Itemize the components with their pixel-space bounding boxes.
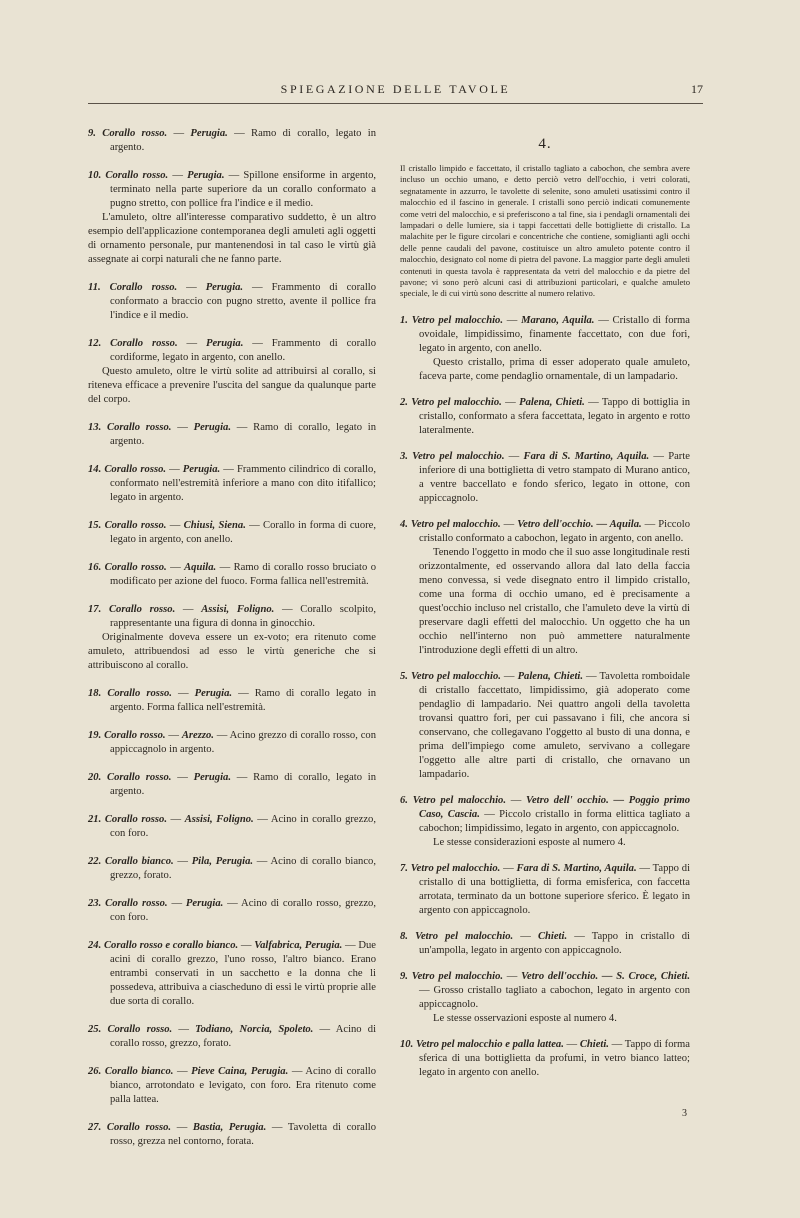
- entry-number: 5.: [400, 670, 408, 682]
- entry-title: Corallo rosso.: [109, 282, 178, 293]
- entry-number: 20.: [88, 772, 102, 783]
- entry-text: 1. Vetro pel malocchio. — Marano, Aquila. — Cristallo di forma ovoidale, limpidissimo, finamente faccettato, con due fori, legato in argento, con anello.: [400, 314, 690, 354]
- entry-number: 2.: [400, 396, 408, 408]
- catalog-entry: [88, 337, 376, 407]
- entry-description: — Acino di corallo bianco, arrotondato e levigato, con foro. Era ritenuto come palla lattea.: [110, 1066, 377, 1105]
- entry-description: — Piccolo cristallo in forma elittica tagliato a cabochon; limpidissimo, legato in argento, con appiccagnolo.: [419, 808, 690, 834]
- entry-number: 1.: [400, 314, 408, 326]
- entry-title: Vetro pel malocchio.: [411, 396, 502, 408]
- entry-title: Corallo rosso.: [107, 688, 172, 699]
- entry-number: 15.: [88, 520, 102, 531]
- entry-place: Valfabrica, Perugia.: [254, 940, 343, 951]
- entry-text: 22. Corallo bianco. — Pila, Perugia. — Acino di corallo bianco, grezzo, forato.: [88, 856, 377, 881]
- page-number: 17: [691, 82, 703, 96]
- entry-text: 18. Corallo rosso. — Perugia. — Ramo di corallo legato in argento. Forma fallica nell'estremità.: [88, 688, 377, 713]
- entry-description: — Frammento di corallo cordiforme, legato in argento, con anello.: [110, 338, 376, 363]
- entry-text: 10. Vetro pel malocchio e palla lattea. — Chieti. — Tappo di forma sferica di una bottiglietta da profumi, in vetro bianco latteo; legato in argento con anello.: [400, 1038, 690, 1078]
- entry-description: — Tappo di cristallo di una bottiglietta, di forma emisferica, con faccetta arrotata, terminato da un bottone superiore sferico. È legato in argento con appiccagnolo.: [419, 862, 691, 916]
- entry-description: — Acino di corallo rosso, grezzo, forato.: [110, 1024, 377, 1049]
- catalog-entry: [88, 729, 376, 757]
- entry-number: 23.: [88, 898, 102, 909]
- entry-note: Questo amuleto, oltre le virtù solite ad attribuirsi al corallo, si riteneva efficace a prevenire l'uscita del sangue da qualunque parte del corpo.: [88, 366, 376, 405]
- entry-place: Marano, Aquila.: [521, 314, 595, 326]
- catalog-entry: [88, 463, 376, 505]
- entry-title: Corallo rosso.: [110, 338, 178, 349]
- entry-title: Vetro pel malocchio.: [412, 794, 506, 806]
- entry-place: Perugia.: [182, 464, 221, 475]
- entry-text: 26. Corallo bianco. — Pieve Caina, Perugia. — Acino di corallo bianco, arrotondato e levigato, con foro. Era ritenuto come palla lattea.: [88, 1066, 377, 1105]
- entry-text: 10. Corallo rosso. — Perugia. — Spillone ensiforme in argento, terminato nella parte superiore da un corallo conformato a pugno stretto, con pollice fra l'indice e il medio.: [88, 170, 377, 209]
- entry-description: — Ramo di corallo, legato in argento.: [110, 772, 377, 797]
- entry-description: — Ramo di corallo rosso bruciato o modificato per azione del fuoco. Forma fallica nell'estremità.: [110, 562, 377, 587]
- entry-title: Corallo rosso e corallo bianco.: [103, 940, 239, 951]
- entry-title: Corallo rosso.: [104, 520, 167, 531]
- entry-text: 4. Vetro pel malocchio. — Vetro dell'occhio. — Aquila. — Piccolo cristallo conformato a cabochon, legato in argento, con anello.: [400, 518, 691, 544]
- entry-place: Vetro dell'occhio. — Aquila.: [517, 518, 642, 530]
- entry-text: 9. Vetro pel malocchio. — Vetro dell'occhio. — S. Croce, Chieti. — Grosso cristallo tagliato a cabochon, legato in argento con appiccagnolo.: [400, 970, 690, 1010]
- entry-text: 5. Vetro pel malocchio. — Palena, Chieti. — Tavoletta romboidale di cristallo faccettato, limpidissimo, già adoperato come pendaglio di lampadario. Nei quattro angoli della tavoletta trovansi quattro fori, per cui passavano i fili, che ancora si conservano, che collegavano l'oggetto al busto di una donna, e prima dell'impiego come amuleto, servivano a collegare l'oggetto alle altre parti di cristallo, che ornavano un lampadario.: [400, 670, 690, 780]
- entry-number: 21.: [88, 814, 102, 825]
- catalog-entry: [88, 1121, 376, 1149]
- entry-text: 12. Corallo rosso. — Perugia. — Frammento di corallo cordiforme, legato in argento, con anello.: [88, 338, 376, 363]
- entry-title: Corallo rosso.: [105, 898, 168, 909]
- entry-text: 27. Corallo rosso. — Bastia, Perugia. — Tavoletta di corallo rosso, grezza nel contorno, forata.: [88, 1122, 377, 1147]
- entry-description: — Tappo di bottiglia in cristallo, conformato a sfera faccettata, legato in argento e rotto lateralmente.: [419, 396, 691, 436]
- entry-description: — Spillone ensiforme in argento, terminato nella parte superiore da un corallo conformato a pugno stretto, con pollice fra l'indice e il medio.: [110, 170, 377, 209]
- entry-text: 14. Corallo rosso. — Perugia. — Frammento cilindrico di corallo, conformato nell'estremità inferiore a mano con dito itifallico; legato in argento.: [88, 464, 376, 503]
- entry-description: — Ramo di corallo, legato in argento.: [110, 128, 377, 153]
- catalog-entry: [88, 897, 376, 925]
- catalog-entry: [400, 670, 690, 782]
- entry-note: Questo cristallo, prima di esser adoperato quale amuleto, faceva parte, come pendaglio ornamentale, di un lampadario.: [419, 356, 690, 382]
- entry-description: — Ramo di corallo legato in argento. Forma fallica nell'estremità.: [110, 688, 377, 713]
- entry-text: 3. Vetro pel malocchio. — Fara di S. Martino, Aquila. — Parte inferiore di una bottiglietta di vetro stampato di Murano antico, a ventre baccellato e fondo sferico, legato in ottone, con appiccagnolo.: [400, 450, 690, 504]
- entry-number: 13.: [88, 422, 102, 433]
- entry-note: L'amuleto, oltre all'interesse comparativo suddetto, è un altro esempio dell'applicazione contemporanea degli amuleti agli oggetti di ornamento personale, pur mantenendosi in tal caso le virtù già assegnate ai corpi naturali che ne fanno parte.: [88, 212, 376, 265]
- catalog-entry: [400, 450, 690, 506]
- catalog-entry: [400, 396, 690, 438]
- page-header: [88, 82, 703, 102]
- entry-title: Corallo bianco.: [104, 856, 174, 867]
- entry-text: 16. Corallo rosso. — Aquila. — Ramo di corallo rosso bruciato o modificato per azione del fuoco. Forma fallica nell'estremità.: [88, 562, 377, 587]
- entry-place: Perugia.: [205, 338, 244, 349]
- entry-title: Corallo rosso.: [108, 604, 176, 615]
- entry-number: 11.: [88, 282, 101, 293]
- entry-title: Corallo rosso.: [107, 422, 172, 433]
- catalog-entry: [88, 169, 376, 267]
- entry-description: — Ramo di corallo, legato in argento.: [110, 422, 377, 447]
- entry-place: Assisi, Foligno.: [201, 604, 275, 615]
- entry-note: Le stesse considerazioni esposte al numero 4.: [433, 836, 626, 848]
- entry-number: 9.: [400, 970, 408, 982]
- entry-place: Arezzo.: [181, 730, 214, 741]
- entry-number: 8.: [400, 930, 408, 942]
- catalog-entry: [88, 939, 376, 1009]
- catalog-entry: [88, 561, 376, 589]
- entry-number: 26.: [88, 1066, 102, 1077]
- entry-number: 6.: [400, 794, 408, 806]
- entry-description: — Piccolo cristallo conformato a cabochon, legato in argento, con anello.: [419, 518, 691, 544]
- entry-note: Tenendo l'oggetto in modo che il suo asse longitudinale resti orizzontalmente, ed osservando allora dal lato della faccia meno convessa, si vede disegnato entro il limpido cristallo, come una forma di occhio umano, ed è precisamente a quest'occhio incluso nel cristallo, che l'amuleto deve la virtù di preservare dagli effetti del malocchio. Un oggetto che ha un occhio nell'interno non può ammettere naturalmente l'introduzione degli effetti di un altro.: [419, 546, 690, 656]
- entry-place: Perugia.: [190, 128, 228, 139]
- entry-number: 14.: [88, 464, 102, 475]
- entry-title: Vetro pel malocchio.: [410, 862, 501, 874]
- entry-text: 8. Vetro pel malocchio. — Chieti. — Tappo in cristallo di un'ampolla, legato in argento con appiccagnolo.: [400, 930, 690, 956]
- entry-place: Perugia.: [193, 422, 231, 433]
- entry-description: — Acino di corallo rosso, grezzo, con foro.: [110, 898, 376, 923]
- entry-number: 22.: [88, 856, 102, 867]
- entry-title: Corallo rosso.: [105, 170, 169, 181]
- entry-title: Vetro pel malocchio.: [411, 970, 504, 982]
- entry-number: 19.: [88, 730, 102, 741]
- running-title: SPIEGAZIONE DELLE TAVOLE: [280, 82, 511, 96]
- entry-description: — Corallo scolpito, rappresentante una figura di donna in ginocchio.: [110, 604, 376, 629]
- entry-title: Vetro pel malocchio.: [412, 450, 505, 462]
- entry-place: Vetro dell' occhio. — Poggio primo Caso, Cascia.: [419, 794, 691, 820]
- entry-number: 27.: [88, 1122, 102, 1133]
- entry-description: — Acino grezzo di corallo rosso, con appiccagnolo in argento.: [110, 730, 376, 755]
- catalog-entry: [88, 603, 376, 673]
- entry-number: 10.: [88, 170, 102, 181]
- entry-place: Fara di S. Martino, Aquila.: [516, 862, 637, 874]
- entry-description: — Grosso cristallo tagliato a cabochon, legato in argento con appiccagnolo.: [419, 984, 690, 1010]
- entry-description: — Tappo di forma sferica di una bottiglietta da profumi, in vetro bianco latteo; legato in argento con anello.: [419, 1038, 690, 1078]
- entry-place: Chiusi, Siena.: [183, 520, 246, 531]
- entry-text: 13. Corallo rosso. — Perugia. — Ramo di corallo, legato in argento.: [88, 422, 377, 447]
- catalog-entry: [400, 794, 690, 850]
- catalog-entry: [400, 970, 690, 1026]
- entry-description: — Parte inferiore di una bottiglietta di vetro stampato di Murano antico, a ventre baccellato e fondo sferico, legato in ottone, con appiccagnolo.: [419, 450, 690, 504]
- catalog-entry: [88, 421, 376, 449]
- entry-number: 12.: [88, 338, 102, 349]
- entry-text: 17. Corallo rosso. — Assisi, Foligno. — Corallo scolpito, rappresentante una figura di donna in ginocchio.: [88, 604, 376, 629]
- entry-title: Corallo rosso.: [107, 772, 172, 783]
- entry-text: 9. Corallo rosso. — Perugia. — Ramo di corallo, legato in argento.: [88, 128, 377, 153]
- left-column: [88, 127, 376, 1149]
- entry-number: 18.: [88, 688, 102, 699]
- entry-place: Vetro dell'occhio. — S. Croce, Chieti.: [521, 970, 690, 982]
- catalog-entry: [88, 813, 376, 841]
- entry-place: Palena, Chieti.: [517, 670, 583, 682]
- entry-place: Assisi, Foligno.: [184, 814, 254, 825]
- catalog-entry: [88, 519, 376, 547]
- entry-title: Corallo bianco.: [104, 1066, 174, 1077]
- catalog-entry: [88, 687, 376, 715]
- catalog-entry: [88, 771, 376, 799]
- entry-number: 9.: [88, 128, 96, 139]
- entry-description: — Tavoletta romboidale di cristallo faccettato, limpidissimo, già adoperato come pendaglio di lampadario. Nei quattro angoli della tavoletta trovansi quattro fori, per cui passavano i fili, che ancora si conservano, che collegavano l'oggetto al busto di una donna, e prima dell'impiego come amuleto, servivano a collegare l'oggetto alle altre parti di cristallo, che ornavano un lampadario.: [419, 670, 690, 780]
- entry-title: Corallo rosso.: [106, 1122, 172, 1133]
- entry-number: 24.: [88, 940, 102, 951]
- catalog-entry: [400, 862, 690, 918]
- catalog-entry: [400, 518, 690, 658]
- catalog-entry: [88, 281, 376, 323]
- entry-text: 20. Corallo rosso. — Perugia. — Ramo di corallo, legato in argento.: [88, 772, 377, 797]
- entry-text: 6. Vetro pel malocchio. — Vetro dell' occhio. — Poggio primo Caso, Cascia. — Piccolo cristallo in forma elittica tagliato a cabochon; limpidissimo, legato in argento, con appiccagnolo.: [400, 794, 691, 834]
- entry-text: 21. Corallo rosso. — Assisi, Foligno. — Acino in corallo grezzo, con foro.: [88, 814, 376, 839]
- entry-title: Vetro pel malocchio.: [410, 518, 501, 530]
- right-entries: [400, 314, 690, 1080]
- entry-title: Corallo rosso.: [107, 1024, 173, 1035]
- entry-description: — Frammento di corallo conformato a braccio con pugno stretto, avente il pollice fra l'indice e il medio.: [110, 282, 377, 321]
- entry-place: Aquila.: [184, 562, 217, 573]
- signature-mark: 3: [682, 1108, 687, 1119]
- entry-place: Perugia.: [205, 282, 244, 293]
- entry-place: Chieti.: [537, 930, 568, 942]
- entry-text: 24. Corallo rosso e corallo bianco. — Valfabrica, Perugia. — Due acini di corallo grezzo, l'uno rosso, l'altro bianco. Erano entrambi conservati in un sacchetto e la donna che li possedeva, attribuiva a ciascheduno di essi le virtù proprie alle due sorta di corallo.: [88, 940, 376, 1007]
- entry-place: Pieve Caina, Perugia.: [191, 1066, 289, 1077]
- entry-description: — Frammento cilindrico di corallo, conformato nell'estremità inferiore a mano con dito itifallico; legato in argento.: [110, 464, 376, 503]
- catalog-entry: [400, 314, 690, 384]
- entry-description: — Acino in corallo grezzo, con foro.: [110, 814, 376, 839]
- entry-place: Todiano, Norcia, Spoleto.: [195, 1024, 314, 1035]
- entry-title: Corallo rosso.: [104, 814, 167, 825]
- entry-title: Vetro pel malocchio.: [410, 670, 501, 682]
- entry-title: Corallo rosso.: [104, 730, 166, 741]
- entry-text: 2. Vetro pel malocchio. — Palena, Chieti. — Tappo di bottiglia in cristallo, conformato a sfera faccettata, legato in argento e rotto lateralmente.: [400, 396, 691, 436]
- entry-description: — Tavoletta di corallo rosso, grezza nel contorno, forata.: [110, 1122, 377, 1147]
- header-rule: [88, 103, 703, 104]
- entry-place: Perugia.: [193, 772, 231, 783]
- entry-text: 15. Corallo rosso. — Chiusi, Siena. — Corallo in forma di cuore, legato in argento, con anello.: [88, 520, 376, 545]
- entry-number: 16.: [88, 562, 102, 573]
- entry-place: Pila, Perugia.: [191, 856, 254, 867]
- entry-number: 3.: [400, 450, 408, 462]
- entry-note: Le stesse osservazioni esposte al numero 4.: [433, 1012, 617, 1024]
- entry-place: Palena, Chieti.: [519, 396, 585, 408]
- entry-note: Originalmente doveva essere un ex-voto; era ritenuto come amuleto, attribuendosi ad esso le virtù generiche che si attribuiscono al corallo.: [88, 632, 376, 671]
- catalog-entry: [88, 1023, 376, 1051]
- entry-place: Chieti.: [579, 1038, 609, 1050]
- catalog-entry: [88, 1065, 376, 1107]
- entry-place: Perugia.: [194, 688, 233, 699]
- catalog-entry: [88, 855, 376, 883]
- entry-text: 11. Corallo rosso. — Perugia. — Frammento di corallo conformato a braccio con pugno stretto, avente il pollice fra l'indice e il medio.: [88, 282, 377, 321]
- entry-text: 25. Corallo rosso. — Todiano, Norcia, Spoleto. — Acino di corallo rosso, grezzo, forato.: [88, 1024, 377, 1049]
- right-column: [400, 127, 690, 1080]
- entry-number: 10.: [400, 1038, 414, 1050]
- section-number: 4.: [538, 136, 552, 152]
- entry-place: Bastia, Perugia.: [192, 1122, 267, 1133]
- entry-title: Vetro pel malocchio.: [411, 314, 504, 326]
- entry-description: — Cristallo di forma ovoidale, limpidissimo, finamente faccettato, con due fori, legato in argento, con anello.: [419, 314, 690, 354]
- entry-title: Corallo rosso.: [104, 562, 167, 573]
- entry-title: Corallo rosso.: [102, 128, 168, 139]
- entry-title: Corallo rosso.: [104, 464, 167, 475]
- entry-description: — Tappo in cristallo di un'ampolla, legato in argento con appiccagnolo.: [419, 930, 690, 956]
- entry-number: 17.: [88, 604, 102, 615]
- entry-place: Perugia.: [187, 170, 225, 181]
- entry-text: 23. Corallo rosso. — Perugia. — Acino di corallo rosso, grezzo, con foro.: [88, 898, 376, 923]
- entry-description: — Acino di corallo bianco, grezzo, forato.: [110, 856, 377, 881]
- catalog-entry: [88, 127, 376, 155]
- entry-description: — Due acini di corallo grezzo, l'uno rosso, l'altro bianco. Erano entrambi conservati in un sacchetto e la donna che li possedeva, attribuiva a ciascheduno di essi le virtù proprie alle due sorta di corallo.: [110, 940, 376, 1007]
- entry-text: 19. Corallo rosso. — Arezzo. — Acino grezzo di corallo rosso, con appiccagnolo in argento.: [88, 730, 376, 755]
- catalog-entry: [400, 1038, 690, 1080]
- entry-text: 7. Vetro pel malocchio. — Fara di S. Martino, Aquila. — Tappo di cristallo di una bottiglietta, di forma emisferica, con faccetta arrotata, terminato da un bottone superiore sferico. È legato in argento con appiccagnolo.: [400, 862, 691, 916]
- entry-place: Fara di S. Martino, Aquila.: [523, 450, 650, 462]
- entry-description: — Corallo in forma di cuore, legato in argento, con anello.: [110, 520, 376, 545]
- section-intro: Il cristallo limpido e faccettato, il cristallo tagliato a cabochon, che sembra avere incluso un occhio umano, e detto perciò vetro dell'occhio, i vetri colorati, segnatamente in azzurro, le tavolette di selenite, sono amuleti usatissimi contro il malocchio ed il fascino in generale. I cristalli sono perciò indicati comunemente come vetri del malocchio, e si preferiscono a tal fine, sia i pendagli ornamentali dei lampadari o delle lumiere, sia i tappi faccettati delle bottigliette di cristallo. La malachite per le figure circolari e concentriche che contiene, somiglianti agli occhi delle penne caudali del pavone, costituisce un altro amuleto potente contro il malocchio, designato col nome di pietra del pavone. La maggior parte degli amuleti contenuti in questa tavola è rappresentata da vetri del malocchio e da pietre del pavone; vi sono però alcuni casi di attribuzioni particolari, e qualche amuleto speciale, le di cui virtù sono descritte al numero relativo.: [400, 163, 690, 299]
- catalog-entry: [400, 930, 690, 958]
- entry-title: Vetro pel malocchio e palla lattea.: [415, 1038, 564, 1050]
- entry-number: 7.: [400, 862, 408, 874]
- entry-number: 25.: [88, 1024, 102, 1035]
- entry-title: Vetro pel malocchio.: [415, 930, 514, 942]
- entry-number: 4.: [400, 518, 408, 530]
- entry-place: Perugia.: [185, 898, 224, 909]
